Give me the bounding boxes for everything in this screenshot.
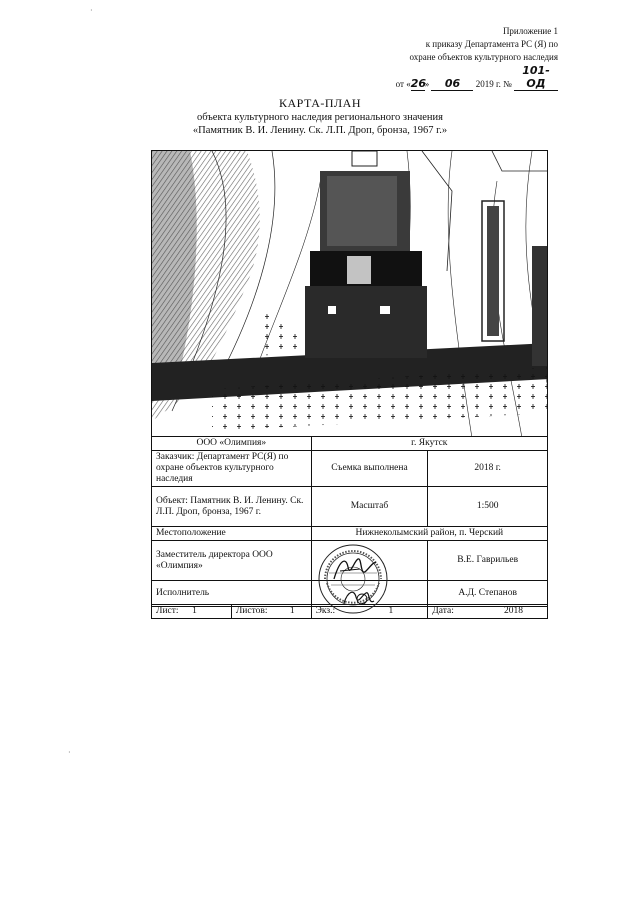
copy-label: Экз.: (315, 606, 336, 616)
document-heading: КАРТА-ПЛАН (278, 96, 362, 110)
annex-from: от « (395, 79, 411, 89)
annex-order-line (328, 64, 558, 91)
scan-speck: · (90, 6, 93, 15)
executor-signature (340, 585, 380, 611)
sheet-label: Лист: (156, 606, 179, 616)
date-value: 2018 (504, 606, 523, 616)
annex-header (328, 25, 558, 91)
customer-cell: Заказчик: Департамент РС(Я) по охране объектов культурного наследия (152, 451, 312, 487)
object-name: «Памятник В. И. Ленину. Ск. Л.П. Дроп, бронза, 1967 г.» (192, 125, 448, 136)
annex-line-3: охране объектов культурного наследия (409, 52, 558, 62)
city-cell: г. Якутск (311, 437, 547, 451)
sheet-cell (152, 605, 232, 619)
annex-year: 2019 г. № (475, 79, 512, 89)
document-subtitle: объекта культурного наследия регионального значения (197, 112, 443, 123)
site-map-drawing (152, 151, 548, 437)
location-value-cell: Нижнеколымский район, п. Черский (311, 527, 547, 541)
location-label-cell: Местоположение (152, 527, 312, 541)
executor-label-cell: Исполнитель (152, 581, 312, 607)
company-cell: ООО «Олимпия» (152, 437, 312, 451)
annex-line-2: к приказу Департамента РС (Я) по (425, 39, 558, 49)
annex-day: 26 (410, 77, 427, 90)
sheet-value: 1 (192, 606, 197, 616)
annex-number: 101-ОД (514, 64, 558, 91)
annex-line-1: Приложение 1 (502, 26, 558, 36)
scale-label-cell: Масштаб (311, 487, 428, 527)
annex-mid: » (424, 79, 430, 89)
copy-value: 1 (388, 606, 394, 616)
sheets-label: Листов: (235, 606, 268, 616)
survey-label-cell: Съемка выполнена (311, 451, 428, 487)
date-cell (428, 605, 548, 619)
object-cell: Объект: Памятник В. И. Ленину. Ск. Л.П. Дроп, бронза, 1967 г. (152, 487, 312, 527)
scan-speck: · (68, 748, 71, 757)
executor-name-cell: А.Д. Степанов (428, 581, 548, 607)
deputy-name-cell: В.Е. Гаврильев (428, 541, 548, 581)
survey-year-cell: 2018 г. (428, 451, 548, 487)
site-map (151, 150, 548, 437)
date-label: Дата: (432, 606, 454, 616)
sheets-value: 1 (289, 606, 295, 616)
deputy-signature (330, 553, 380, 587)
sheets-cell (231, 605, 311, 619)
scale-value-cell: 1:500 (428, 487, 548, 527)
annex-month: 06 (431, 77, 473, 91)
deputy-title-cell: Заместитель директора ООО «Олимпия» (152, 541, 312, 581)
document-title-block (0, 96, 640, 137)
